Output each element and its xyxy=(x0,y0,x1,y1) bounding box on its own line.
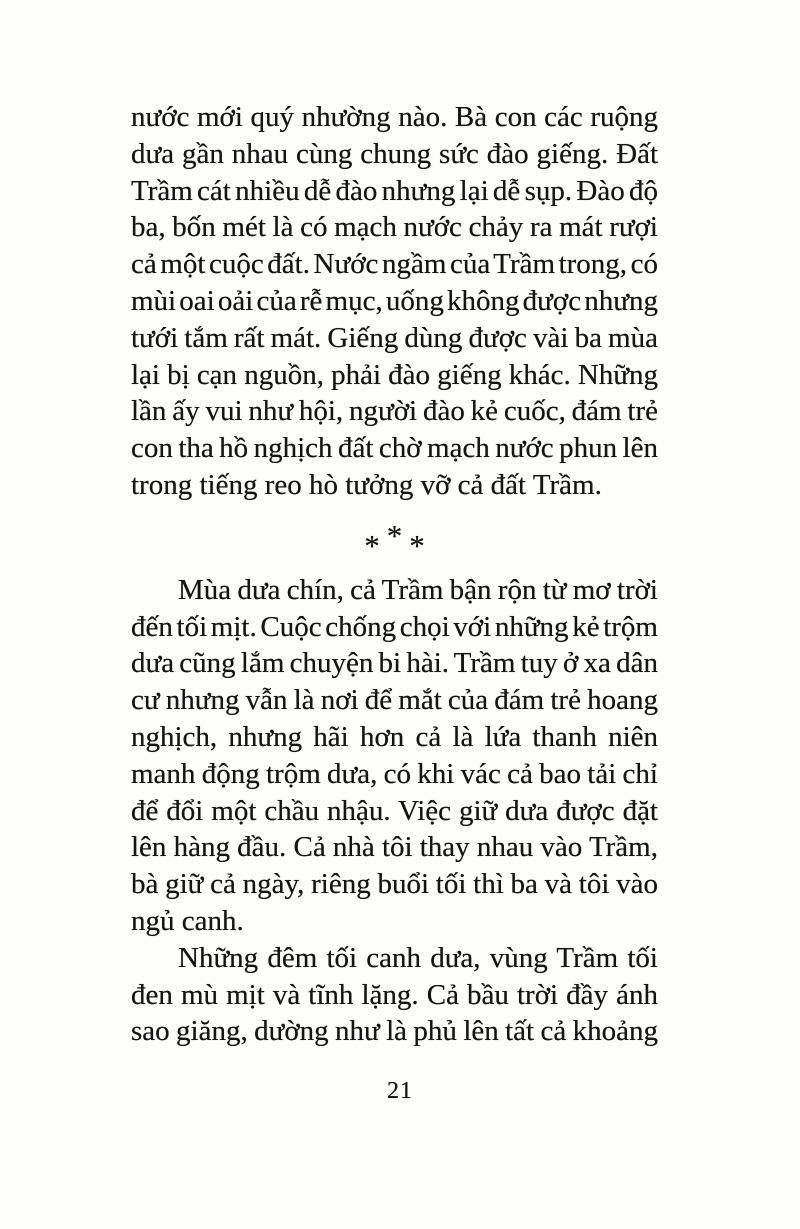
text-line: đến tối mịt. Cuộc chống chọi với những kẻ trộm xyxy=(131,610,658,643)
paragraph-night-watch xyxy=(131,940,658,1050)
text-line: lên hàng đầu. Cả nhà tôi thay nhau vào Trầm, xyxy=(131,831,658,864)
text-line: ba, bốn mét là có mạch nước chảy ra mát rượi xyxy=(131,211,658,244)
text-line: cư nhưng vẫn là nơi để mắt của đám trẻ hoang xyxy=(131,684,658,717)
text-line: dưa cũng lắm chuyện bi hài. Trầm tuy ở xa dân xyxy=(131,647,658,680)
text-line: Trầm cát nhiều dễ đào nhưng lại dễ sụp. Đào độ xyxy=(131,174,658,207)
paragraph-wells xyxy=(131,99,658,504)
asterisk-icon: * xyxy=(409,528,425,564)
asterisk-icon: * xyxy=(386,518,403,554)
text-line: ngủ canh. xyxy=(131,904,244,937)
text-block xyxy=(131,99,658,1050)
paragraph-melon-season xyxy=(131,572,658,940)
text-line: sao giăng, dường như là phủ lên tất cả khoảng xyxy=(131,1015,658,1048)
text-line: cả một cuộc đất. Nước ngầm của Trầm trong, có xyxy=(131,248,658,281)
text-line: dưa gần nhau cùng chung sức đào giếng. Đất xyxy=(131,137,658,170)
text-line: lại bị cạn nguồn, phải đào giếng khác. Những xyxy=(131,358,658,391)
text-line: trong tiếng reo hò tưởng vỡ cả đất Trầm. xyxy=(131,468,602,501)
text-line: Mùa dưa chín, cả Trầm bận rộn từ mơ trời xyxy=(178,573,658,606)
text-line: lần ấy vui như hội, người đào kẻ cuốc, đám trẻ xyxy=(131,395,658,428)
text-line: mùi oai oải của rễ mục, uống không được nhưng xyxy=(131,284,658,317)
text-line: Những đêm tối canh dưa, vùng Trầm tối xyxy=(178,941,658,974)
text-line: đen mù mịt và tĩnh lặng. Cả bầu trời đầy ánh xyxy=(131,978,658,1011)
text-line: manh động trộm dưa, có khi vác cả bao tải chỉ xyxy=(131,757,658,790)
asterisk-icon: * xyxy=(364,528,380,564)
page-number: 21 xyxy=(387,1078,413,1104)
text-line: con tha hồ nghịch đất chờ mạch nước phun lên xyxy=(131,432,658,465)
text-line: nước mới quý nhường nào. Bà con các ruộng xyxy=(131,101,658,133)
text-line: để đổi một chầu nhậu. Việc giữ dưa được đặt xyxy=(131,794,658,827)
section-separator xyxy=(131,504,658,572)
text-line: nghịch, nhưng hãi hơn cả là lứa thanh niên xyxy=(131,720,658,753)
text-line: bà giữ cả ngày, riêng buổi tối thì ba và tôi vào xyxy=(131,868,658,901)
text-line: tưới tắm rất mát. Giếng dùng được vài ba mùa xyxy=(131,321,658,354)
